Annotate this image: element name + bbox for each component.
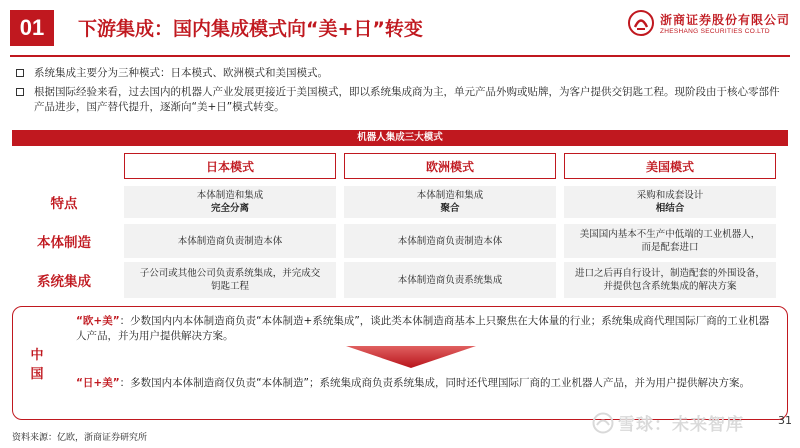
column-header-usa: 美国模式 <box>564 153 776 179</box>
table-title-band: 机器人集成三大模式 <box>12 130 788 146</box>
bullet-text: 根据国际经验来看，过去国内的机器人产业发展更接近于美国模式，即以系统集成商为主，单元产品外购或贴牌，为客户提供交钥匙工程。现阶段由于核心零部件产品进步，国产替代提升，逐渐向“美+日”模式转变。 <box>34 86 780 113</box>
transition-down-arrow-icon <box>346 346 476 368</box>
china-label-char: 中 <box>30 348 44 363</box>
intro-bullets <box>14 66 784 119</box>
table-cell <box>344 262 556 298</box>
column-header-europe: 欧洲模式 <box>344 153 556 179</box>
china-label-char: 国 <box>30 367 44 382</box>
cell-line: 本体制造和集成 <box>416 190 484 201</box>
cell-line: 子公司或其他公司负责系统集成，并完成交 <box>139 268 321 279</box>
logo-name-en: ZHESHANG SECURITIES CO.LTD <box>659 28 770 35</box>
watermark <box>592 410 744 435</box>
row-label-features: 特点 <box>50 196 78 212</box>
table-cell <box>564 186 776 218</box>
company-logo <box>628 10 790 36</box>
cell-line: 本体制造商负责系统集成 <box>397 274 503 286</box>
cell-line: 采购和成套设计 <box>636 190 704 201</box>
cell-line-bold: 完全分离 <box>210 203 249 214</box>
cell-line: 本体制造商负责制造本体 <box>177 235 283 247</box>
row-label-system-integration: 系统集成 <box>37 274 91 290</box>
snowball-logo-icon <box>592 412 614 434</box>
bullet-item <box>14 66 784 81</box>
header-divider <box>10 55 790 57</box>
bullet-text: 系统集成主要分为三种模式：日本模式、欧洲模式和美国模式。 <box>34 67 328 79</box>
table-cell <box>124 186 336 218</box>
bullet-square-icon <box>16 88 24 96</box>
cell-line: 本体制造和集成 <box>196 190 264 201</box>
cell-line: 进口之后再自行设计，制造配套的外围设备， <box>574 268 765 279</box>
table-cell <box>564 224 776 258</box>
cell-line: 而是配套进口 <box>641 242 699 253</box>
table-cell <box>124 262 336 298</box>
mode-tag-jp-us: “日+美” <box>76 377 120 389</box>
china-paragraph-eu-us <box>76 314 776 344</box>
section-number-badge: 01 <box>10 10 54 46</box>
china-label <box>20 346 54 384</box>
page-title: 下游集成：国内集成模式向“美+日”转变 <box>78 18 423 40</box>
table-cell <box>344 186 556 218</box>
bullet-square-icon <box>16 69 24 77</box>
column-header-japan: 日本模式 <box>124 153 336 179</box>
logo-name-cn: 浙商证券股份有限公司 <box>659 13 790 27</box>
cell-line: 本体制造商负责制造本体 <box>397 235 503 247</box>
table-cell <box>564 262 776 298</box>
row-label-body-manufacturing: 本体制造 <box>37 235 91 251</box>
page-number: 31 <box>778 414 792 427</box>
logo-mark-icon <box>628 10 654 36</box>
mode-tag-eu-us: “欧+美” <box>76 315 120 327</box>
cell-line: 钥匙工程 <box>210 281 249 292</box>
paragraph-text: ：多数国内本体制造商仅负责“本体制造”；系统集成商负责系统集成，同时还代理国际厂商的工业机器人产品，并为用户提供解决方案。 <box>119 377 750 389</box>
cell-line: 并提供包含系统集成的解决方案 <box>603 281 737 292</box>
table-cell <box>344 224 556 258</box>
cell-line-bold: 相结合 <box>655 203 685 214</box>
cell-line: 美国国内基本不生产中低端的工业机器人， <box>579 229 761 240</box>
cell-line-bold: 聚合 <box>440 203 460 214</box>
source-note: 资料来源：亿欧，浙商证券研究所 <box>12 433 148 443</box>
bullet-item <box>14 85 784 115</box>
paragraph-text: ：少数国内内本体制造商负责“本体制造+系统集成”，谈此类本体制造商基本上只聚焦在大体量的行业；系统集成商代理国际厂商的工业机器人产品，并为用户提供解决方案。 <box>76 315 770 342</box>
table-cell <box>124 224 336 258</box>
watermark-text: 雪球：未来智库 <box>618 415 744 435</box>
china-paragraph-jp-us <box>76 376 776 391</box>
